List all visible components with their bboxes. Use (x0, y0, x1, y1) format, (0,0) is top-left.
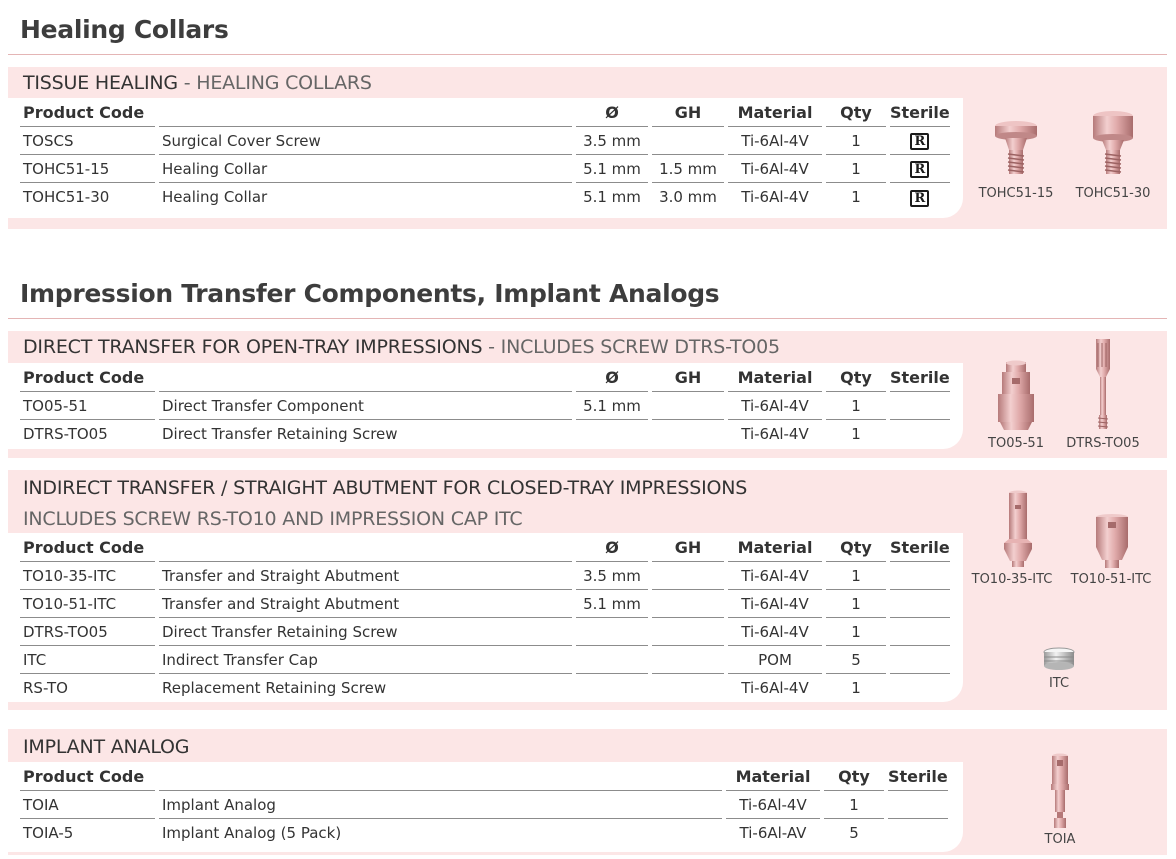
cell-description: Indirect Transfer Cap (159, 646, 572, 674)
cell-sterile (890, 674, 950, 702)
cell-diameter: 5.1 mm (576, 590, 648, 618)
cell-qty: 1 (851, 188, 861, 206)
impression-cap-image (1042, 647, 1076, 673)
table-row (20, 127, 950, 155)
cell-diameter (576, 618, 648, 646)
image-caption: TOHC51-30 (1075, 186, 1151, 201)
header-gh: GH (652, 364, 724, 392)
cell-code: ITC (20, 646, 155, 674)
cell-diameter (576, 646, 648, 674)
cell-gh (652, 392, 724, 420)
image-caption: ITC (1048, 676, 1070, 691)
header-qty: Qty (826, 99, 886, 127)
table-header-row (20, 364, 950, 392)
header-product-code: Product Code (20, 364, 155, 392)
cell-qty: 5 (849, 824, 859, 842)
healing-collar-15-image (990, 118, 1042, 180)
image-caption: TOIA (1044, 832, 1076, 847)
header-diameter: Ø (576, 99, 648, 127)
cell-description: Transfer and Straight Abutment (159, 590, 572, 618)
cell-code: TO05-51 (20, 392, 155, 420)
header-description (159, 763, 722, 791)
table-row (20, 392, 950, 420)
cell-diameter: 3.5 mm (576, 127, 648, 155)
image-caption: DTRS-TO05 (1066, 436, 1140, 451)
cell-sterile (890, 127, 950, 155)
cell-sterile (890, 646, 950, 674)
header-product-code: Product Code (20, 534, 155, 562)
cell-description: Implant Analog (159, 791, 722, 819)
header-qty: Qty (826, 534, 886, 562)
header-material: Material (728, 364, 822, 392)
image-caption: TO10-51-ITC (1070, 572, 1152, 587)
page-heading-healing-collars: Healing Collars (20, 15, 229, 44)
cell-gh (652, 590, 724, 618)
cell-diameter: 3.5 mm (576, 562, 648, 590)
cell-diameter (576, 674, 648, 702)
section-subtitle-indirect: INCLUDES SCREW RS-TO10 AND IMPRESSION CAP ITC (23, 508, 523, 530)
section-title-main: TISSUE HEALING (23, 72, 178, 94)
cell-code: TOIA-5 (23, 824, 74, 842)
cell-qty: 1 (826, 618, 886, 646)
product-table-healing (20, 99, 950, 211)
cell-material: Ti-6Al-AV (739, 824, 807, 842)
transfer-abutment-35-image (998, 489, 1038, 569)
section-title-sub: - HEALING COLLARS (177, 72, 372, 94)
cell-gh: 3.0 mm (659, 188, 717, 206)
sterile-r-icon: R (910, 161, 929, 178)
cell-code: TO10-51-ITC (20, 590, 155, 618)
cell-description: Direct Transfer Retaining Screw (162, 425, 398, 443)
cell-qty: 1 (851, 679, 861, 697)
cell-code: TO10-35-ITC (20, 562, 155, 590)
cell-qty: 1 (826, 392, 886, 420)
cell-material: Ti-6Al-4V (728, 127, 822, 155)
product-table-analog (20, 763, 948, 847)
cell-description: Transfer and Straight Abutment (159, 562, 572, 590)
cell-gh: 1.5 mm (652, 155, 724, 183)
header-sterile: Sterile (890, 364, 950, 392)
image-caption: TO05-51 (988, 436, 1044, 451)
cell-description: Healing Collar (162, 188, 268, 206)
cell-code: TOHC51-30 (23, 188, 110, 206)
cell-material: Ti-6Al-4V (728, 618, 822, 646)
cell-sterile (890, 392, 950, 420)
cell-gh (652, 562, 724, 590)
retaining-screw-image (1090, 337, 1116, 433)
table-row (20, 819, 948, 847)
heading-divider (8, 318, 1167, 319)
header-sterile: Sterile (890, 534, 950, 562)
header-material: Material (726, 763, 820, 791)
direct-transfer-component-image (994, 360, 1038, 432)
cell-qty: 1 (824, 791, 884, 819)
cell-gh (652, 646, 724, 674)
header-gh: GH (652, 99, 724, 127)
table-header-row (20, 763, 948, 791)
cell-material: Ti-6Al-4V (741, 425, 809, 443)
cell-qty: 1 (826, 127, 886, 155)
cell-diameter (576, 420, 648, 448)
cell-diameter: 5.1 mm (576, 155, 648, 183)
cell-sterile (890, 155, 950, 183)
cell-sterile (890, 183, 950, 211)
table-row (20, 155, 950, 183)
cell-qty: 1 (826, 590, 886, 618)
cell-description: Replacement Retaining Screw (162, 679, 387, 697)
header-material: Material (728, 99, 822, 127)
cell-qty: 1 (826, 155, 886, 183)
header-qty: Qty (826, 364, 886, 392)
table-header-row (20, 99, 950, 127)
header-product-code: Product Code (20, 99, 155, 127)
table-row (20, 590, 950, 618)
cell-sterile (890, 420, 950, 448)
cell-sterile (890, 618, 950, 646)
header-material: Material (728, 534, 822, 562)
table-row (20, 183, 950, 211)
product-table-indirect (20, 534, 950, 702)
cell-gh (652, 420, 724, 448)
section-title-direct (23, 336, 780, 358)
header-sterile: Sterile (888, 763, 948, 791)
page-heading-impression-transfer: Impression Transfer Components, Implant Analogs (20, 279, 720, 308)
cell-code: TOIA (20, 791, 155, 819)
transfer-abutment-51-image (1092, 512, 1132, 570)
section-title-main: DIRECT TRANSFER FOR OPEN-TRAY IMPRESSIONS (23, 336, 483, 358)
section-title-analog: IMPLANT ANALOG (23, 736, 190, 758)
cell-gh (652, 127, 724, 155)
cell-qty: 5 (826, 646, 886, 674)
cell-qty: 1 (851, 425, 861, 443)
cell-code: TOHC51-15 (20, 155, 155, 183)
cell-code: DTRS-TO05 (23, 425, 108, 443)
cell-material: Ti-6Al-4V (741, 188, 809, 206)
cell-material: Ti-6Al-4V (726, 791, 820, 819)
cell-material: Ti-6Al-4V (728, 562, 822, 590)
cell-material: Ti-6Al-4V (728, 590, 822, 618)
header-description (159, 364, 572, 392)
table-row (20, 562, 950, 590)
header-diameter: Ø (576, 534, 648, 562)
cell-material: Ti-6Al-4V (741, 679, 809, 697)
section-title-sub: - INCLUDES SCREW DTRS-TO05 (482, 336, 780, 358)
cell-sterile (888, 819, 948, 847)
table-row (20, 674, 950, 702)
image-caption: TO10-35-ITC (971, 572, 1053, 587)
cell-material: POM (728, 646, 822, 674)
cell-diameter: 5.1 mm (576, 392, 648, 420)
table-row (20, 791, 948, 819)
header-diameter: Ø (576, 364, 648, 392)
cell-code: RS-TO (23, 679, 68, 697)
product-table-direct (20, 364, 950, 448)
table-row (20, 646, 950, 674)
healing-collar-30-image (1087, 108, 1139, 180)
cell-material: Ti-6Al-4V (728, 392, 822, 420)
header-product-code: Product Code (20, 763, 155, 791)
table-row (20, 618, 950, 646)
sterile-r-icon: R (910, 190, 929, 207)
header-description (159, 99, 572, 127)
table-header-row (20, 534, 950, 562)
image-caption: TOHC51-15 (978, 186, 1054, 201)
table-row (20, 420, 950, 448)
cell-sterile (888, 791, 948, 819)
heading-divider (8, 54, 1167, 55)
sterile-r-icon: R (910, 133, 929, 150)
cell-diameter: 5.1 mm (583, 188, 641, 206)
implant-analog-image (1048, 752, 1072, 830)
cell-sterile (890, 590, 950, 618)
section-title-indirect: INDIRECT TRANSFER / STRAIGHT ABUTMENT FOR CLOSED-TRAY IMPRESSIONS (23, 477, 748, 499)
cell-code: TOSCS (20, 127, 155, 155)
section-title-healing (23, 72, 372, 94)
cell-description: Surgical Cover Screw (159, 127, 572, 155)
cell-description: Healing Collar (159, 155, 572, 183)
cell-description: Direct Transfer Component (159, 392, 572, 420)
cell-description: Implant Analog (5 Pack) (162, 824, 342, 842)
cell-description: Direct Transfer Retaining Screw (159, 618, 572, 646)
header-sterile: Sterile (890, 99, 950, 127)
header-gh: GH (652, 534, 724, 562)
cell-gh (652, 618, 724, 646)
cell-code: DTRS-TO05 (20, 618, 155, 646)
cell-sterile (890, 562, 950, 590)
header-description (159, 534, 572, 562)
cell-qty: 1 (826, 562, 886, 590)
header-qty: Qty (824, 763, 884, 791)
cell-gh (652, 674, 724, 702)
cell-material: Ti-6Al-4V (728, 155, 822, 183)
